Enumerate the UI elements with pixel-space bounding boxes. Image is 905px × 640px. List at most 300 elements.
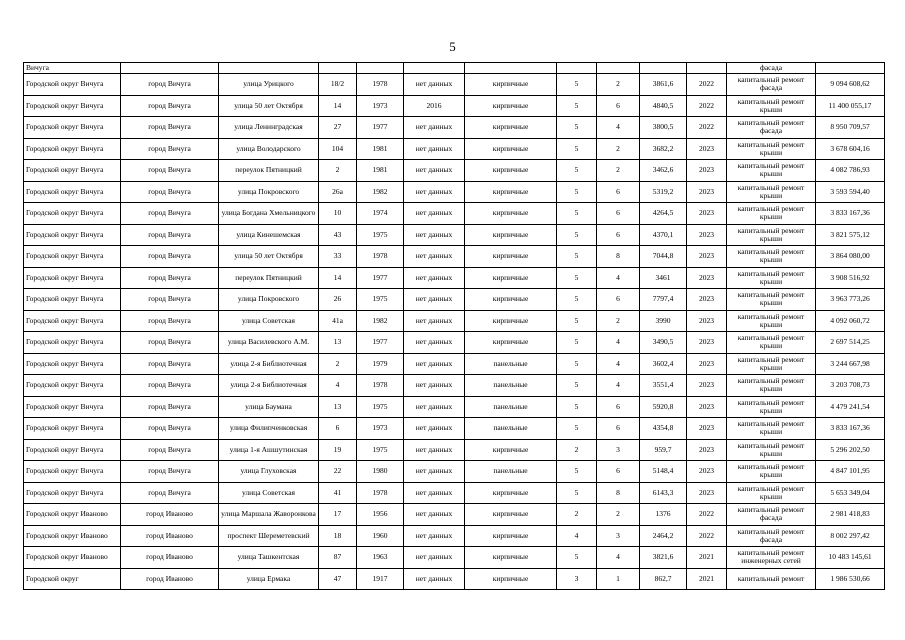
table-cell: нет данных xyxy=(404,568,465,590)
table-cell: капитальный ремонт крыши xyxy=(727,267,816,289)
table-cell: 2 981 418,83 xyxy=(816,504,885,526)
table-cell: 5 xyxy=(557,74,597,96)
table-cell: 5 xyxy=(557,117,597,139)
table-cell: улица 2-я Библиотечная xyxy=(219,375,319,397)
table-cell: капитальный ремонт крыши xyxy=(727,310,816,332)
table-cell: 2464,2 xyxy=(640,525,687,547)
table-cell: 3 244 667,98 xyxy=(816,353,885,375)
table-cell: 1963 xyxy=(357,547,404,569)
table-cell: 4 xyxy=(597,267,640,289)
table-cell: панельные xyxy=(465,375,557,397)
table-cell: 26а xyxy=(319,181,357,203)
table-cell: капитальный ремонт крыши xyxy=(727,353,816,375)
table-cell: нет данных xyxy=(404,160,465,182)
table-cell: 5 xyxy=(557,332,597,354)
table-cell: 3490,5 xyxy=(640,332,687,354)
table-cell: переулок Пятницкий xyxy=(219,160,319,182)
table-cell: 6 xyxy=(597,461,640,483)
table-cell: 2023 xyxy=(687,332,727,354)
table-cell: 2023 xyxy=(687,396,727,418)
table-cell: улица Ташкентская xyxy=(219,547,319,569)
table-cell: город Вичуга xyxy=(121,418,219,440)
table-cell: Городской округ Вичуга xyxy=(24,224,121,246)
table-row-continued xyxy=(24,63,885,74)
table-cell: 2021 xyxy=(687,568,727,590)
table-row xyxy=(24,203,885,225)
table-cell: 41а xyxy=(319,310,357,332)
table-cell xyxy=(597,63,640,74)
table-cell: кирпичные xyxy=(465,160,557,182)
table-row xyxy=(24,504,885,526)
table-cell: нет данных xyxy=(404,353,465,375)
table-cell: 1979 xyxy=(357,353,404,375)
table-cell: улица Кинешемская xyxy=(219,224,319,246)
table-cell: кирпичные xyxy=(465,246,557,268)
table-cell: 6 xyxy=(597,418,640,440)
table-cell: 2 xyxy=(557,504,597,526)
table-cell: нет данных xyxy=(404,289,465,311)
table-cell: 2016 xyxy=(404,95,465,117)
table-row xyxy=(24,418,885,440)
table-cell: 18 xyxy=(319,525,357,547)
table-cell: 87 xyxy=(319,547,357,569)
table-cell: улица Василевского А.М. xyxy=(219,332,319,354)
table-cell: 2023 xyxy=(687,203,727,225)
table-cell: 18/2 xyxy=(319,74,357,96)
table-cell: 2023 xyxy=(687,439,727,461)
table-cell: город Вичуга xyxy=(121,160,219,182)
table-cell: кирпичные xyxy=(465,439,557,461)
table-cell: Городской округ Вичуга xyxy=(24,160,121,182)
table-cell: 1977 xyxy=(357,117,404,139)
table-cell: кирпичные xyxy=(465,504,557,526)
table-cell: 5 xyxy=(557,181,597,203)
table-cell: 5 xyxy=(557,203,597,225)
table-cell: 2023 xyxy=(687,138,727,160)
table-cell: город Вичуга xyxy=(121,74,219,96)
table-cell: 13 xyxy=(319,332,357,354)
table-cell: 5 xyxy=(557,246,597,268)
table-cell: 3 xyxy=(597,439,640,461)
table-row xyxy=(24,310,885,332)
table-cell: 5920,8 xyxy=(640,396,687,418)
table-cell: Городской округ Вичуга xyxy=(24,439,121,461)
table-cell xyxy=(319,63,357,74)
table-cell: 7044,8 xyxy=(640,246,687,268)
table-cell: 2023 xyxy=(687,353,727,375)
table-cell: 4370,1 xyxy=(640,224,687,246)
table-cell: 5 653 349,04 xyxy=(816,482,885,504)
table-cell: 1981 xyxy=(357,160,404,182)
table-cell: кирпичные xyxy=(465,267,557,289)
table-row xyxy=(24,396,885,418)
table-cell xyxy=(465,63,557,74)
table-cell: капитальный ремонт крыши xyxy=(727,375,816,397)
table-cell: 5 296 202,50 xyxy=(816,439,885,461)
table-cell: 1982 xyxy=(357,181,404,203)
table-cell: 4 082 786,93 xyxy=(816,160,885,182)
table-cell: капитальный ремонт крыши xyxy=(727,332,816,354)
table-cell: город Вичуга xyxy=(121,332,219,354)
table-cell: 8 950 709,57 xyxy=(816,117,885,139)
table-cell: 41 xyxy=(319,482,357,504)
table-cell: 5 xyxy=(557,396,597,418)
table-cell: нет данных xyxy=(404,332,465,354)
table-cell: 6143,3 xyxy=(640,482,687,504)
table-cell: 2 xyxy=(557,439,597,461)
table-cell: 2022 xyxy=(687,95,727,117)
table-cell: 4354,8 xyxy=(640,418,687,440)
table-cell: кирпичные xyxy=(465,482,557,504)
table-cell: кирпичные xyxy=(465,203,557,225)
table-cell: Городской округ Вичуга xyxy=(24,353,121,375)
table-cell: город Вичуга xyxy=(121,289,219,311)
table-cell: 2023 xyxy=(687,461,727,483)
table-cell: Городской округ Вичуга xyxy=(24,375,121,397)
table-cell: 5 xyxy=(557,289,597,311)
table-cell: 1956 xyxy=(357,504,404,526)
table-cell: Городской округ Вичуга xyxy=(24,181,121,203)
table-cell: 4840,5 xyxy=(640,95,687,117)
table-cell: 3461 xyxy=(640,267,687,289)
table-cell: кирпичные xyxy=(465,568,557,590)
table-cell: 11 400 055,17 xyxy=(816,95,885,117)
table-cell: 1917 xyxy=(357,568,404,590)
table-cell: 5 xyxy=(557,353,597,375)
table-cell: 43 xyxy=(319,224,357,246)
table-cell: 3 678 604,16 xyxy=(816,138,885,160)
table-cell: 1974 xyxy=(357,203,404,225)
table-cell: 2022 xyxy=(687,117,727,139)
table-cell: город Вичуга xyxy=(121,375,219,397)
table-cell: 2 xyxy=(319,353,357,375)
table-cell: 27 xyxy=(319,117,357,139)
table-cell: нет данных xyxy=(404,418,465,440)
table-cell: 5319,2 xyxy=(640,181,687,203)
table-cell: кирпичные xyxy=(465,117,557,139)
table-cell: 4 479 241,54 xyxy=(816,396,885,418)
table-cell: нет данных xyxy=(404,439,465,461)
table-cell: улица Урицкого xyxy=(219,74,319,96)
table-row xyxy=(24,332,885,354)
table-cell: 5 xyxy=(557,547,597,569)
table-cell: проспект Шереметевский xyxy=(219,525,319,547)
table-row xyxy=(24,117,885,139)
table-cell: 2 xyxy=(597,160,640,182)
table-cell: Городской округ Вичуга xyxy=(24,332,121,354)
table-cell: 5148,4 xyxy=(640,461,687,483)
table-cell: 6 xyxy=(597,224,640,246)
table-cell: 6 xyxy=(597,396,640,418)
table-cell: 10 xyxy=(319,203,357,225)
table-cell: 1975 xyxy=(357,289,404,311)
table-cell: город Вичуга xyxy=(121,439,219,461)
table-cell: город Вичуга xyxy=(121,181,219,203)
page-number: 5 xyxy=(449,39,456,54)
table-row xyxy=(24,181,885,203)
table-cell: город Вичуга xyxy=(121,203,219,225)
table-cell: 4 847 101,95 xyxy=(816,461,885,483)
table-cell: 2 xyxy=(597,504,640,526)
table-cell: улица Филипченковская xyxy=(219,418,319,440)
table-cell: Городской округ Вичуга xyxy=(24,396,121,418)
table-cell: 5 xyxy=(557,224,597,246)
table-row xyxy=(24,482,885,504)
table-cell: 2023 xyxy=(687,482,727,504)
table-cell: кирпичные xyxy=(465,74,557,96)
table-cell: Городской округ Вичуга xyxy=(24,117,121,139)
table-cell: кирпичные xyxy=(465,547,557,569)
table-cell: Городской округ Вичуга xyxy=(24,482,121,504)
table-cell: 3 203 708,73 xyxy=(816,375,885,397)
table-cell: 1982 xyxy=(357,310,404,332)
table-row xyxy=(24,160,885,182)
table-cell: 6 xyxy=(597,203,640,225)
table-cell: 6 xyxy=(597,289,640,311)
table-cell: нет данных xyxy=(404,181,465,203)
table-cell: 4 xyxy=(597,353,640,375)
table-cell: Городской округ Вичуга xyxy=(24,418,121,440)
table-row xyxy=(24,461,885,483)
table-cell: город Вичуга xyxy=(121,224,219,246)
table-cell: 14 xyxy=(319,267,357,289)
table-cell: 3 xyxy=(597,525,640,547)
table-cell: нет данных xyxy=(404,117,465,139)
table-cell: город Вичуга xyxy=(121,246,219,268)
table-cell: 2023 xyxy=(687,375,727,397)
table-row xyxy=(24,353,885,375)
table-cell: 5 xyxy=(557,310,597,332)
table-cell: капитальный ремонт фасада xyxy=(727,525,816,547)
table-cell: город Вичуга xyxy=(121,267,219,289)
table-row xyxy=(24,289,885,311)
table-cell: кирпичные xyxy=(465,181,557,203)
table-cell: 3 833 167,36 xyxy=(816,418,885,440)
table-cell: кирпичные xyxy=(465,310,557,332)
table-cell: кирпичные xyxy=(465,332,557,354)
table-cell: нет данных xyxy=(404,246,465,268)
table-cell: капитальный ремонт крыши xyxy=(727,95,816,117)
table-cell: Вичуга xyxy=(24,63,121,74)
table-cell: 3682,2 xyxy=(640,138,687,160)
table-cell: Городской округ Вичуга xyxy=(24,267,121,289)
table-cell: улица 2-я Библиотечная xyxy=(219,353,319,375)
table-cell: 4 xyxy=(597,332,640,354)
table-row xyxy=(24,138,885,160)
table-cell: капитальный ремонт фасада xyxy=(727,74,816,96)
table-cell: 2023 xyxy=(687,246,727,268)
table-cell: город Вичуга xyxy=(121,482,219,504)
table-cell: 2023 xyxy=(687,289,727,311)
table-cell: 22 xyxy=(319,461,357,483)
table-cell: 3861,6 xyxy=(640,74,687,96)
table-row xyxy=(24,547,885,569)
table-cell: улица Советская xyxy=(219,310,319,332)
table-cell: город Иваново xyxy=(121,568,219,590)
table-cell: 6 xyxy=(597,95,640,117)
table-cell: нет данных xyxy=(404,138,465,160)
table-cell: 5 xyxy=(557,160,597,182)
table-cell: 2 xyxy=(597,74,640,96)
table-cell: Городской округ Вичуга xyxy=(24,289,121,311)
table-cell: улица 50 лет Октября xyxy=(219,246,319,268)
table-cell: нет данных xyxy=(404,461,465,483)
table-cell: капитальный ремонт крыши xyxy=(727,224,816,246)
table-cell: кирпичные xyxy=(465,95,557,117)
table-cell: 2 697 514,25 xyxy=(816,332,885,354)
table-cell: улица Покровского xyxy=(219,289,319,311)
table-row xyxy=(24,74,885,96)
table-cell: улица Богдана Хмельницкого xyxy=(219,203,319,225)
table-cell: капитальный ремонт крыши xyxy=(727,418,816,440)
table-cell: капитальный ремонт крыши xyxy=(727,482,816,504)
table-cell: 2023 xyxy=(687,181,727,203)
table-cell: 3462,6 xyxy=(640,160,687,182)
table-cell: 5 xyxy=(557,138,597,160)
table-cell: 1975 xyxy=(357,396,404,418)
table-cell: улица Ленинградская xyxy=(219,117,319,139)
table-cell: 4 092 060,72 xyxy=(816,310,885,332)
table-cell: улица Советская xyxy=(219,482,319,504)
table-cell: Городской округ Иваново xyxy=(24,547,121,569)
table-cell: город Иваново xyxy=(121,547,219,569)
table-cell: 1975 xyxy=(357,224,404,246)
table-cell: 3821,6 xyxy=(640,547,687,569)
table-cell: кирпичные xyxy=(465,138,557,160)
table-cell: 8 xyxy=(597,482,640,504)
table-cell: 17 xyxy=(319,504,357,526)
table-cell: 1 xyxy=(597,568,640,590)
table-cell: 1 986 530,66 xyxy=(816,568,885,590)
table-cell: 4 xyxy=(319,375,357,397)
table-row xyxy=(24,95,885,117)
table-cell: 1981 xyxy=(357,138,404,160)
table-cell: 1977 xyxy=(357,267,404,289)
table-cell: 3990 xyxy=(640,310,687,332)
table-cell: 3551,4 xyxy=(640,375,687,397)
table-cell: 1980 xyxy=(357,461,404,483)
table-cell xyxy=(219,63,319,74)
table-cell: улица Володарского xyxy=(219,138,319,160)
table-cell: капитальный ремонт крыши xyxy=(727,138,816,160)
table-cell: 47 xyxy=(319,568,357,590)
table-cell: улица 50 лет Октября xyxy=(219,95,319,117)
table-cell: 7797,4 xyxy=(640,289,687,311)
table-cell: 4 xyxy=(557,525,597,547)
table-cell: капитальный ремонт крыши xyxy=(727,461,816,483)
table-cell: капитальный ремонт крыши xyxy=(727,396,816,418)
table-cell: город Вичуга xyxy=(121,117,219,139)
table-cell: 2023 xyxy=(687,310,727,332)
table-cell: 3800,5 xyxy=(640,117,687,139)
table-cell: капитальный ремонт фасада xyxy=(727,117,816,139)
table-row xyxy=(24,568,885,590)
table-cell: улица 1-я Ашшутинская xyxy=(219,439,319,461)
table-cell: 33 xyxy=(319,246,357,268)
table-cell: капитальный ремонт xyxy=(727,568,816,590)
table-cell: 1978 xyxy=(357,482,404,504)
data-table xyxy=(23,62,885,590)
table-cell: улица Баумана xyxy=(219,396,319,418)
table-row xyxy=(24,375,885,397)
table-cell: город Вичуга xyxy=(121,310,219,332)
table-cell: 5 xyxy=(557,418,597,440)
table-cell: 2022 xyxy=(687,74,727,96)
table-cell: нет данных xyxy=(404,396,465,418)
table-cell: 8 xyxy=(597,246,640,268)
table-cell: нет данных xyxy=(404,203,465,225)
table-cell: 3 864 080,00 xyxy=(816,246,885,268)
table-cell: нет данных xyxy=(404,310,465,332)
table-cell: 3 593 594,40 xyxy=(816,181,885,203)
table-cell: 14 xyxy=(319,95,357,117)
table-cell: панельные xyxy=(465,418,557,440)
table-row xyxy=(24,224,885,246)
table-cell: 1960 xyxy=(357,525,404,547)
table-cell: Городской округ xyxy=(24,568,121,590)
table-cell: 5 xyxy=(557,95,597,117)
table-cell: нет данных xyxy=(404,504,465,526)
table-cell: 1975 xyxy=(357,439,404,461)
table-cell: 8 002 297,42 xyxy=(816,525,885,547)
table-cell: переулок Пятницкий xyxy=(219,267,319,289)
table-cell xyxy=(121,63,219,74)
table-cell: 3 xyxy=(557,568,597,590)
table-cell: капитальный ремонт крыши xyxy=(727,160,816,182)
table-cell: 2023 xyxy=(687,224,727,246)
table-cell: фасада xyxy=(727,63,816,74)
table-cell: Городской округ Вичуга xyxy=(24,138,121,160)
table-cell: 1973 xyxy=(357,418,404,440)
table-cell: улица Маршала Жаворонкова xyxy=(219,504,319,526)
table-cell: 4 xyxy=(597,375,640,397)
table-cell: 3 908 516,92 xyxy=(816,267,885,289)
table-cell xyxy=(404,63,465,74)
table-cell: 959,7 xyxy=(640,439,687,461)
table-cell: 4 xyxy=(597,117,640,139)
table-cell: 1376 xyxy=(640,504,687,526)
table-row xyxy=(24,439,885,461)
table-cell: город Вичуга xyxy=(121,461,219,483)
table-cell: нет данных xyxy=(404,525,465,547)
table-cell: город Вичуга xyxy=(121,396,219,418)
table-cell: панельные xyxy=(465,396,557,418)
table-cell: 3 833 167,36 xyxy=(816,203,885,225)
table-cell: 26 xyxy=(319,289,357,311)
table-cell: нет данных xyxy=(404,375,465,397)
table-cell: панельные xyxy=(465,461,557,483)
table-cell: 13 xyxy=(319,396,357,418)
table-cell: нет данных xyxy=(404,547,465,569)
table-cell: Городской округ Вичуга xyxy=(24,95,121,117)
table-cell: улица Ермака xyxy=(219,568,319,590)
table-cell: 19 xyxy=(319,439,357,461)
table-cell: 1978 xyxy=(357,74,404,96)
table-cell: 6 xyxy=(319,418,357,440)
table-row xyxy=(24,267,885,289)
table-cell: 6 xyxy=(597,181,640,203)
table-cell: 104 xyxy=(319,138,357,160)
table-cell: 2022 xyxy=(687,525,727,547)
table-cell: 3 821 575,12 xyxy=(816,224,885,246)
table-cell: город Вичуга xyxy=(121,138,219,160)
table-cell xyxy=(816,63,885,74)
table-cell: Городской округ Иваново xyxy=(24,504,121,526)
table-cell: Городской округ Вичуга xyxy=(24,310,121,332)
table-cell: Городской округ Вичуга xyxy=(24,74,121,96)
table-cell: Городской округ Вичуга xyxy=(24,203,121,225)
table-cell: город Вичуга xyxy=(121,353,219,375)
